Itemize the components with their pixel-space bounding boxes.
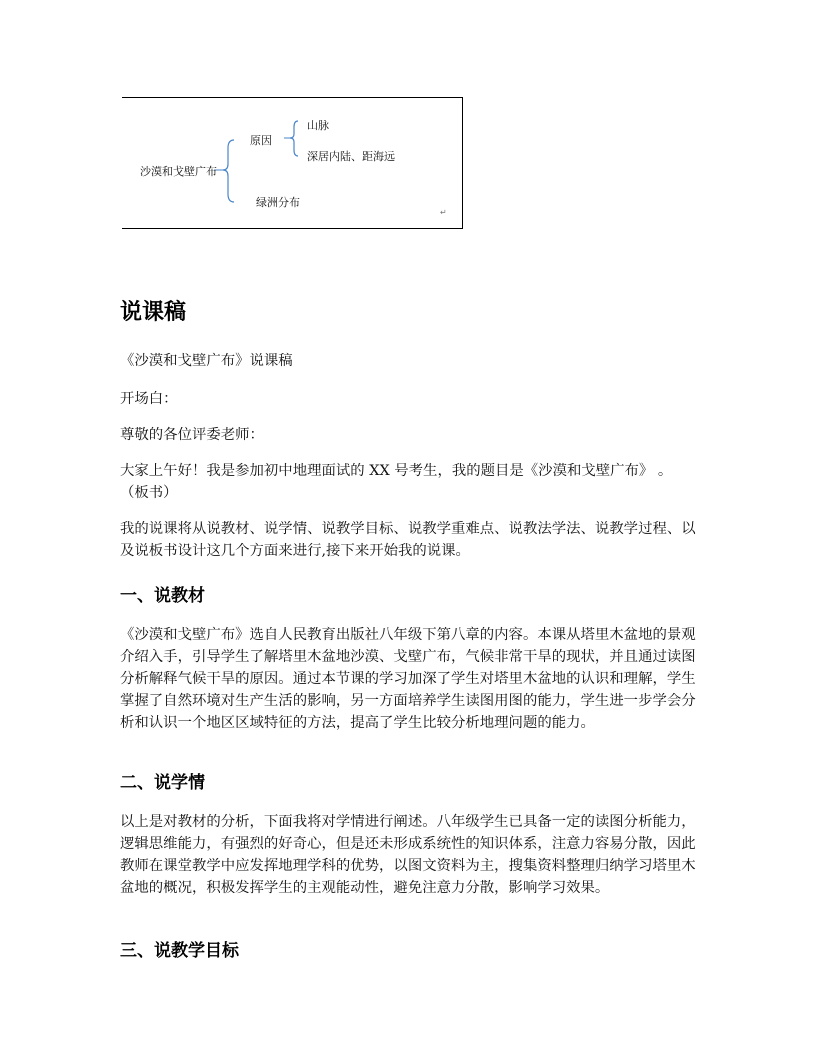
intro-paragraph: 大家上午好！我是参加初中地理面试的 XX 号考生，我的题目是《沙漠和戈壁广布》 。（板书） <box>120 463 673 501</box>
section-heading-students: 二、说学情 <box>120 773 205 793</box>
subtitle-paragraph: 《沙漠和戈壁广布》说课稿 <box>120 353 293 369</box>
page-title: 说课稿 <box>120 300 187 325</box>
plan-paragraph: 我的说课将从说教材、说学情、说教学目标、说教学重难点、说教法学法、说教学过程、以及说板书设计这几个方面来进行,接下来开始我的说课。 <box>120 521 696 559</box>
cause-brace <box>290 121 298 156</box>
diagram-oasis-label: 绿洲分布 <box>256 196 300 209</box>
greeting-paragraph: 尊敬的各位评委老师： <box>120 427 264 443</box>
section-body-textbook: 《沙漠和戈壁广布》选自人民教育出版社八年级下第八章的内容。本课从塔里木盆地的景观介绍入手，引导学生了解塔里木盆地沙漠、戈壁广布，气候非常干旱的现状，并且通过读图分析解释气候干旱的原因。通过本节课的学习加深了学生对塔里木盆地的认识和理解，学生掌握了自然环境对生产生活的影响，另一方面培养学生读图用图的能力，学生进一步学会分析和认识一个地区区域特征的方法，提高了学生比较分析地理问题的能力。 <box>120 627 696 731</box>
section-heading-textbook: 一、说教材 <box>120 586 205 606</box>
section-heading-objectives: 三、说教学目标 <box>120 941 239 961</box>
paragraph-mark: ↵ <box>440 208 447 217</box>
concept-diagram <box>122 97 463 229</box>
diagram-cause-item-mountains: 山脉 <box>307 119 329 132</box>
section-body-students: 以上是对教材的分析，下面我将对学情进行阐述。八年级学生已具备一定的读图分析能力，逻辑思维能力，有强烈的好奇心，但是还未形成系统性的知识体系，注意力容易分散，因此教师在课堂教学中应发挥地理学科的优势，以图文资料为主，搜集资料整理归纳学习塔里木盆地的概况，积极发挥学生的主观能动性，避免注意力分散，影响学习效果。 <box>120 814 696 896</box>
diagram-cause-item-inland: 深居内陆、距海远 <box>307 150 395 163</box>
diagram-root-label: 沙漠和戈壁广布 <box>140 165 217 178</box>
opening-paragraph: 开场白： <box>120 391 178 407</box>
diagram-cause-label: 原因 <box>250 134 272 147</box>
main-brace <box>223 140 234 202</box>
